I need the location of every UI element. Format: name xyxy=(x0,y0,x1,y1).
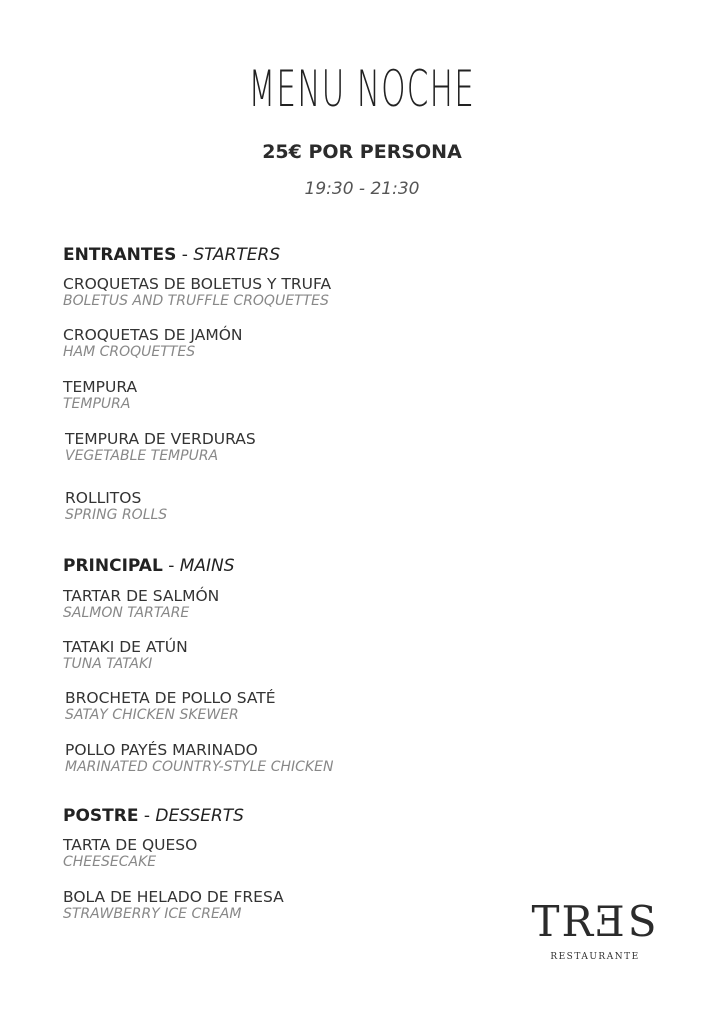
menu-item: TEMPURA TEMPURA xyxy=(63,378,138,412)
menu-item: TEMPURA DE VERDURAS VEGETABLE TEMPURA xyxy=(65,430,256,464)
service-hours: 19:30 - 21:30 xyxy=(304,179,420,199)
section-heading-desserts: POSTRE - DESSERTS xyxy=(63,806,244,826)
menu-item: BOLA DE HELADO DE FRESA STRAWBERRY ICE CREAM xyxy=(63,888,284,922)
logo-wordmark: TRƎS xyxy=(531,897,659,946)
menu-title: MENU NOCHE xyxy=(248,60,476,118)
restaurant-logo xyxy=(528,898,662,962)
menu-item: BROCHETA DE POLLO SATÉ SATAY CHICKEN SKEWER xyxy=(65,689,276,723)
section-heading-starters: ENTRANTES - STARTERS xyxy=(63,245,281,265)
menu-item: TARTA DE QUESO CHEESECAKE xyxy=(63,836,198,870)
menu-item: CROQUETAS DE JAMÓN HAM CROQUETTES xyxy=(63,326,243,360)
menu-item: POLLO PAYÉS MARINADO MARINATED COUNTRY-STYLE CHICKEN xyxy=(65,741,334,775)
logo-subtitle: RESTAURANTE xyxy=(550,952,640,962)
menu-item: TARTAR DE SALMÓN SALMON TARTARE xyxy=(63,587,220,621)
menu-item: TATAKI DE ATÚN TUNA TATAKI xyxy=(63,638,188,672)
price-per-person: 25€ POR PERSONA xyxy=(262,141,462,163)
menu-item: CROQUETAS DE BOLETUS Y TRUFA BOLETUS AND TRUFFLE CROQUETTES xyxy=(63,275,332,309)
menu-item: ROLLITOS SPRING ROLLS xyxy=(65,489,168,523)
section-heading-mains: PRINCIPAL - MAINS xyxy=(63,556,235,576)
